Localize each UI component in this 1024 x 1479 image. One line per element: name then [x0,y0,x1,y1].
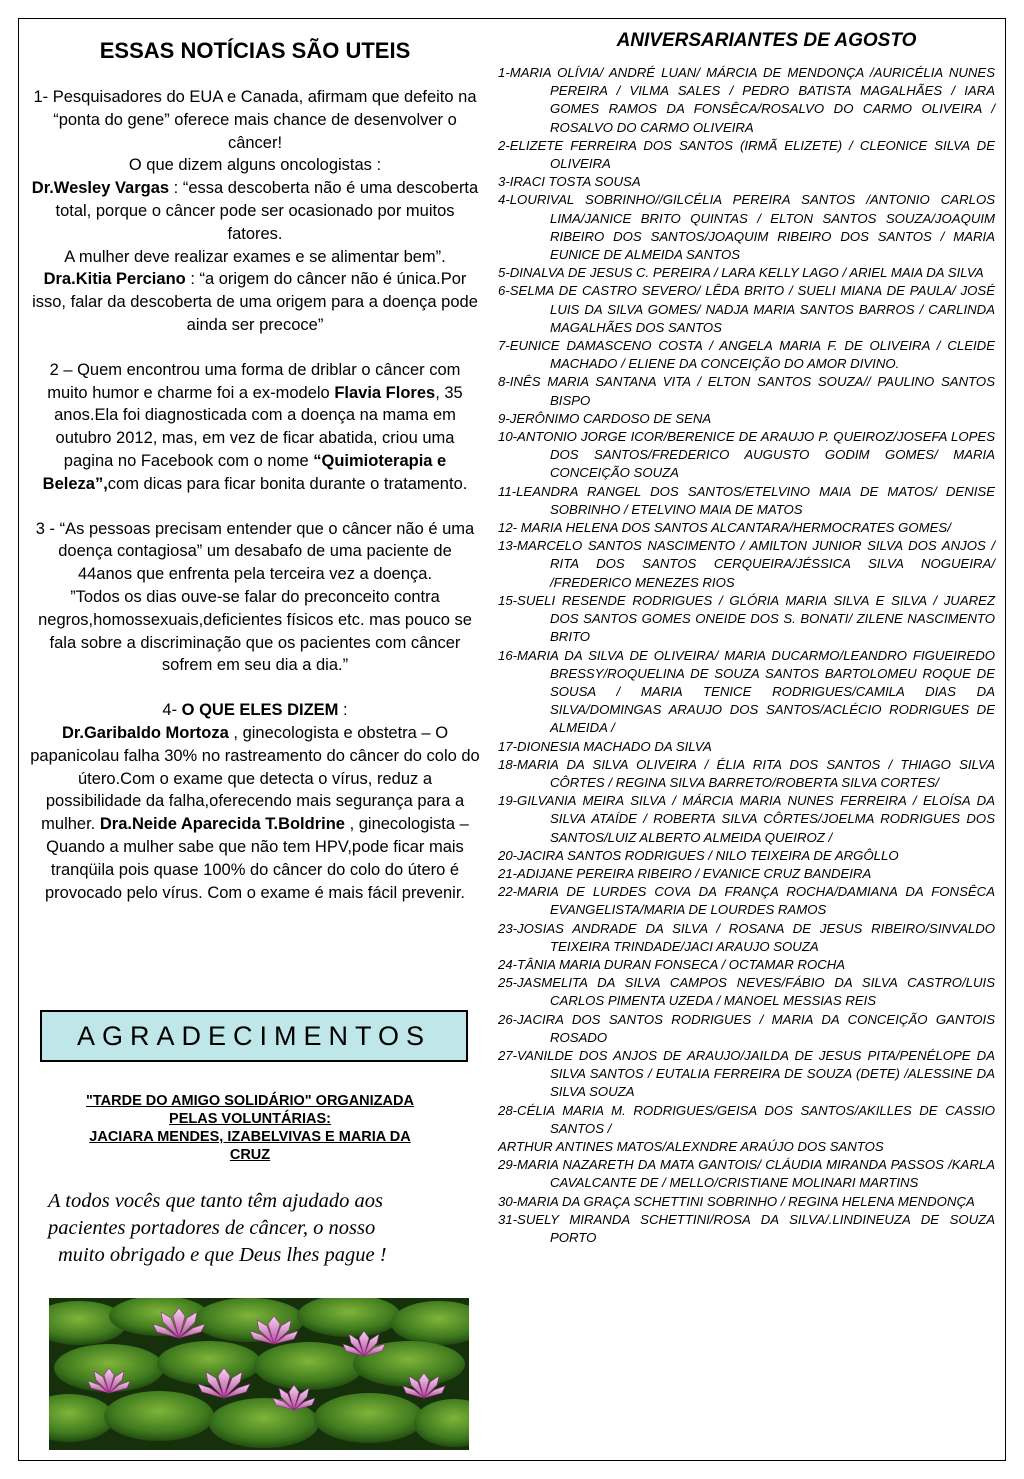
birthday-entry: 1-MARIA OLÍVIA/ ANDRÉ LUAN/ MÁRCIA DE MENDONÇA /AURICÉLIA NUNES PEREIRA / VILMA SALES / PEDRO BATISTA MAGALHÃES / IARA GOMES RAMOS DA FONSÊCA/ROSALVO DO CARMO OLIVEIRA / ROSALVO DO CARMO OLIVEIRA [498,65,995,135]
news-item-3-quote: ”Todos os dias ouve-se falar do preconceito contra negros,homossexuais,deficientes físicos etc. mas pouco se fala sobre a discriminação que os pacientes com câncer sofrem em seu dia a dia.” [38,587,472,675]
birthday-entry: 29-MARIA NAZARETH DA MATA GANTOIS/ CLÁUDIA MIRANDA PASSOS /KARLA CAVALCANTE DE / MELLO/CRISTIANE MOLINARI MARTINS [498,1157,995,1191]
birthday-entry: 18-MARIA DA SILVA OLIVEIRA / ÉLIA RITA DOS SANTOS / THIAGO SILVA CÔRTES / REGINA SILVA BARRETO/ROBERTA SILVA CORTES/ [498,756,995,790]
birthday-entry: 12- MARIA HELENA DOS SANTOS ALCANTARA/HERMOCRATES GOMES/ [498,520,951,536]
birthday-entry: 13-MARCELO SANTOS NASCIMENTO / AMILTON JUNIOR SILVA DOS ANJOS / RITA DOS SANTOS CERQUEIRA/JÉSSICA SILVA NOGUEIRA/ /FREDERICO MENEZES RIOS [498,538,995,590]
water-lilies-photo [49,1298,469,1450]
doc2-name: Dra.Kitia Perciano [43,270,186,289]
birthday-entry: 7-EUNICE DAMASCENO COSTA / ANGELA MARIA F. DE OLIVEIRA / CLEIDE MACHADO / ELIENE DA CONCEIÇÃO DO AMOR DIVINO. [498,338,995,372]
birthday-entry: 6-SELMA DE CASTRO SEVERO/ LÊDA BRITO / SUELI MIANA DE PAULA/ JOSÉ LUIS DA SILVA GOMES/ NADJA MARIA SANTOS BARROS / CARLINDA MAGALHÃES DOS SANTOS [498,283,995,335]
facebook-page-name: “Quimioterapia e Beleza”, [42,451,447,493]
birthday-entry: 5-DINALVA DE JESUS C. PEREIRA / LARA KELLY LAGO / ARIEL MAIA DA SILVA [498,265,984,281]
birthday-entry: 21-ADIJANE PEREIRA RIBEIRO / EVANICE CRUZ BANDEIRA [498,865,872,881]
birthday-entry: 10-ANTONIO JORGE ICOR/BERENICE DE ARAUJO P. QUEIROZ/JOSEFA LOPES DOS SANTOS/FREDERICO AUGUSTO GODIM GOMES/ MARIA CONCEIÇÃO SOUZA [498,429,995,481]
birthday-entry: 26-JACIRA DOS SANTOS RODRIGUES / MARIA DA CONCEIÇÃO GANTOIS ROSADO [498,1011,995,1045]
birthday-entry: 25-JASMELITA DA SILVA CAMPOS NEVES/FÁBIO DA SILVA CASTRO/LUIS CARLOS PIMENTA UZEDA / MANOEL MESSIAS REIS [498,975,995,1009]
birthday-entry: 15-SUELI RESENDE RODRIGUES / GLÓRIA MARIA SILVA E SILVA / JUAREZ DOS SANTOS GOMES ONEIDE DOS S. BONATI/ ZILENE NASCIMENTO BRITO [498,592,995,645]
birthday-entry: 2-ELIZETE FERREIRA DOS SANTOS (IRMÃ ELIZETE) / CLEONICE SILVA DE OLIVEIRA [498,137,995,172]
birthday-entry: 22-MARIA DE LURDES COVA DA FRANÇA ROCHA/DAMIANA DA FONSÊCA EVANGELISTA/MARIA DE LOURDES RAMOS [498,884,995,918]
news-item-3: 3 - “As pessoas precisam entender que o câncer não é uma doença contagiosa” um desabafo de uma paciente de 44anos que enfrenta pela terceira vez a doença. [35,519,475,584]
news-title: ESSAS NOTÍCIAS SÃO UTEIS [99,38,411,63]
item4-title: O QUE ELES DIZEM [181,701,339,720]
birthday-entry: 9-JERÔNIMO CARDOSO DE SENA [498,410,712,426]
news-doc1-extra: A mulher deve realizar exames e se alimentar bem”. [64,247,446,266]
birthdays-column [498,30,995,1247]
birthday-entry: 23-JOSIAS ANDRADE DA SILVA / ROSANA DE JESUS RIBEIRO/SINVALDO TEIXEIRA TRINDADE/JACI ARAUJO SOUZA [498,920,995,954]
birthday-entry: 27-VANILDE DOS ANJOS DE ARAUJO/JAILDA DE JESUS PITA/PENÉLOPE DA SILVA SANTOS / EUTALIA FERREIRA DE SOUZA (DETE) /ALESSINE DA SILVA SOUZA [498,1047,995,1100]
news-column [30,32,480,904]
birthday-entry: 3-IRACI TOSTA SOUSA [498,174,641,190]
birthday-entry: 11-LEANDRA RANGEL DOS SANTOS/ETELVINO MAIA DE MATOS/ DENISE SOBRINHO / ETELVINO MAIA DE MATOS [498,483,995,517]
news-item-1: 1- Pesquisadores do EUA e Canada, afirmam que defeito na “ponta do gene” oferece mais chance de desenvolver o câncer! [33,88,477,152]
doc1-name: Dr.Wesley Vargas [31,179,170,198]
doc4-name: Dra.Neide Aparecida T.Boldrine [99,815,345,834]
birthday-entry: ARTHUR ANTINES MATOS/ALEXNDRE ARAÚJO DOS SANTOS [498,1138,884,1154]
news-item-4-heading: 4- O QUE ELES DIZEM : [162,701,348,720]
birthday-entry: 19-GILVANIA MEIRA SILVA / MÁRCIA MARIA NUNES FERREIRA / ELOÍSA DA SILVA ATAÍDE / ROBERTA SILVA CÔRTES/JOELMA RODRIGUES DOS SANTOS/LUIZ ALBERTO ALMEIDA QUEIROZ / [498,793,995,845]
birthday-entry: 20-JACIRA SANTOS RODRIGUES / NILO TEIXEIRA DE ARGÔLLO [498,847,899,863]
birthday-entry: 31-SUELY MIRANDA SCHETTINI/ROSA DA SILVA/.LINDINEUZA DE SOUZA PORTO [498,1211,995,1245]
doc3-name: Dr.Garibaldo Mortoza [61,723,229,742]
news-item-1-intro: O que dizem alguns oncologistas : [128,156,382,175]
birthday-entry: 24-TÂNIA MARIA DURAN FONSECA / OCTAMAR ROCHA [498,956,846,972]
birthday-entry: 4-LOURIVAL SOBRINHO//GILCÉLIA PEREIRA SANTOS /ANTONIO CARLOS LIMA/JANICE BRITO QUINTAS / ELTON SANTOS SOUZA/JOAQUIM RIBEIRO DOS SANTOS/JOAQUIM RIBEIRO DOS SANTOS / MARIA EUNICE DE ALMEIDA SANTOS [498,192,995,263]
birthday-entry: 16-MARIA DA SILVA DE OLIVEIRA/ MARIA DUCARMO/LEANDRO FIGUEIREDO BRESSY/ROQUELINA DE SOUZA SANTOS BARTOLOMEU ROQUE DE SOUSA / MARIA TENICE RODRIGUES/CAMILA DIAS DA SILVA/DOMINGAS ARAUJO DOS SANTOS/ACLÉCIO RODRIGUES DE ALMEIDA / [498,647,995,736]
news-doc1: Dr.Wesley Vargas : “essa descoberta não é uma descoberta total, porque o câncer pode ser ocasionado por muitos fatores. [31,179,479,243]
birthdays-title: ANIVERSARIANTES DE AGOSTO [616,30,917,51]
news-doc2: Dra.Kitia Perciano : “a origem do câncer não é única.Por isso, falar da descoberta de uma origem para a doença pode ainda ser precoce” [32,270,478,334]
birthday-entry: 28-CÉLIA MARIA M. RODRIGUES/GEISA DOS SANTOS/AKILLES DE CASSIO SANTOS / [498,1102,995,1136]
birthdays-list [498,64,995,1247]
event-caption: "TARDE DO AMIGO SOLIDÁRIO" ORGANIZADA PELAS VOLUNTÁRIAS: JACIARA MENDES, IZABELVIVAS E MARIA DA CRUZ [86,1093,414,1163]
agradecimentos-banner: AGRADECIMENTOS [40,1010,468,1062]
birthday-entry: 30-MARIA DA GRAÇA SCHETTINI SOBRINHO / REGINA HELENA MENDONÇA [498,1193,975,1209]
birthday-entry: 17-DIONESIA MACHADO DA SILVA [498,738,712,754]
thanks-message: A todos vocês que tanto têm ajudado aos pacientes portadores de câncer, o nosso muito obrigado e que Deus lhes pague ! [48,1190,387,1266]
model-name: Flavia Flores [334,383,436,402]
birthday-entry: 8-INÊS MARIA SANTANA VITA / ELTON SANTOS SOUZA// PAULINO SANTOS BISPO [498,374,995,408]
news-item-4: Dr.Garibaldo Mortoza , ginecologista e obstetra – O papanicolau falha 30% no rastreamento do câncer do colo do útero.Com o exame que detecta o vírus, reduz a possibilidade da falha,oferecendo mais segurança para a mulher. Dra.Neide Aparecida T.Boldrine , ginecologista – Quando a mulher sabe que não tem HPV,pode ficar mais tranqüila pois quase 100% do câncer do colo do útero é provocado pelo vírus. Com o exame é mais fácil prevenir. [30,723,480,902]
news-item-2: 2 – Quem encontrou uma forma de driblar o câncer com muito humor e charme foi a ex-modelo Flavia Flores, 35 anos.Ela foi diagnosticada com a doença na mama em outubro 2012, mas, em vez de ficar abatida, criou uma pagina no Facebook com o nome “Quimioterapia e Beleza”,com dicas para ficar bonita durante o tratamento. [42,360,468,493]
